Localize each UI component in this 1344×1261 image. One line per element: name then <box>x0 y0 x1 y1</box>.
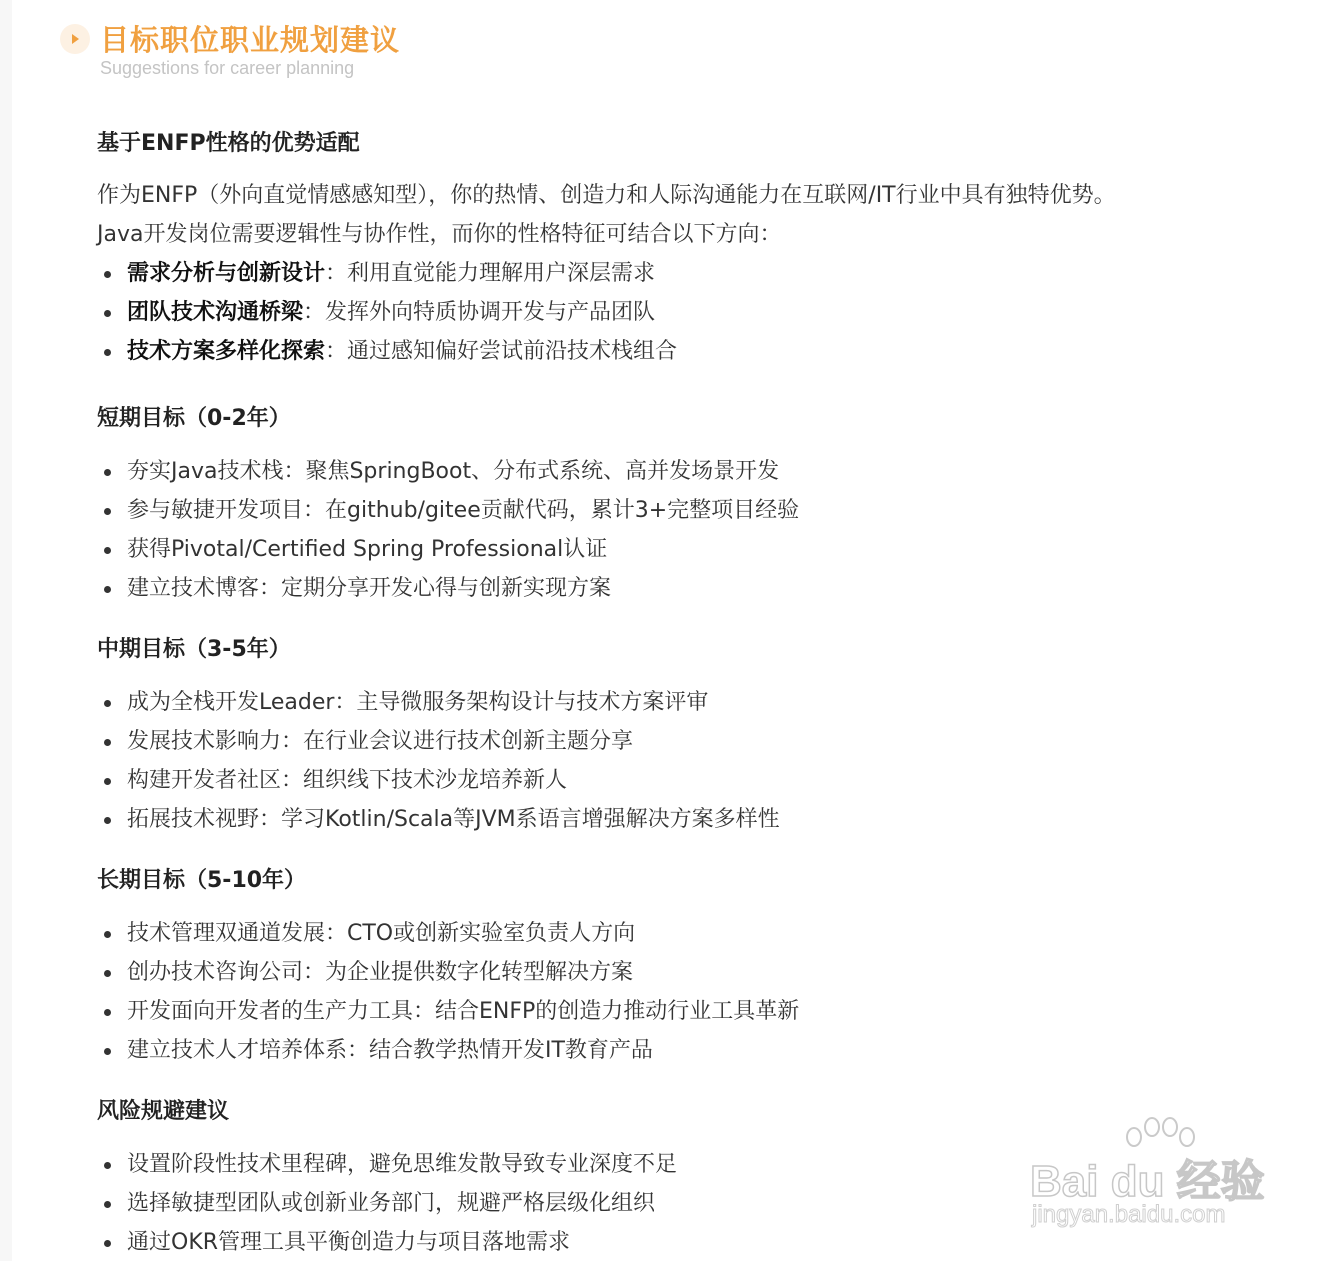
baidu-jingyan-watermark <box>1030 1115 1290 1235</box>
play-arrow-icon <box>60 24 90 54</box>
list-item: 参与敏捷开发项目：在github/gitee贡献代码，累计3+完整项目经验 <box>97 491 1297 530</box>
list-item: 建立技术博客：定期分享开发心得与创新实现方案 <box>97 569 1297 608</box>
strengths-list <box>97 254 1297 371</box>
list-item: 开发面向开发者的生产力工具：结合ENFP的创造力推动行业工具革新 <box>97 992 1297 1031</box>
list-item: 选择敏捷型团队或创新业务部门，规避严格层级化组织 <box>97 1184 1297 1223</box>
article-content <box>97 126 1297 1261</box>
list-item: 技术管理双通道发展：CTO或创新实验室负责人方向 <box>97 914 1297 953</box>
list-item: 创办技术咨询公司：为企业提供数字化转型解决方案 <box>97 953 1297 992</box>
list-item: 夯实Java技术栈：聚焦SpringBoot、分布式系统、高并发场景开发 <box>97 452 1297 491</box>
list-item-text: ：利用直觉能力理解用户深层需求 <box>325 261 656 286</box>
section-title-long-term: 长期目标（5-10年） <box>97 868 307 893</box>
list-item-strong: 团队技术沟通桥梁 <box>127 300 304 325</box>
list-item-strong: 技术方案多样化探索 <box>127 339 326 364</box>
short-term-list <box>97 452 1297 608</box>
section-title-strengths: 基于ENFP性格的优势适配 <box>97 131 360 156</box>
watermark-url: jingyan.baidu.com <box>1032 1201 1226 1228</box>
list-item: 成为全栈开发Leader：主导微服务架构设计与技术方案评审 <box>97 683 1297 722</box>
list-item: 拓展技术视野：学习Kotlin/Scala等JVM系语言增强解决方案多样性 <box>97 800 1297 839</box>
list-item: 建立技术人才培养体系：结合教学热情开发IT教育产品 <box>97 1031 1297 1070</box>
page-title: 目标职位职业规划建议 <box>100 23 401 57</box>
left-rail <box>0 0 12 1261</box>
list-item: 构建开发者社区：组织线下技术沙龙培养新人 <box>97 761 1297 800</box>
section-title-risk: 风险规避建议 <box>97 1099 230 1124</box>
intro-paragraph <box>97 176 1297 254</box>
list-item <box>97 332 1297 371</box>
list-item-strong: 需求分析与创新设计 <box>127 261 326 286</box>
list-item <box>97 254 1297 293</box>
list-item: 设置阶段性技术里程碑，避免思维发散导致专业深度不足 <box>97 1145 1297 1184</box>
list-item-text: ：通过感知偏好尝试前沿技术栈组合 <box>325 339 678 364</box>
page-subtitle: Suggestions for career planning <box>100 58 355 78</box>
paragraph-line: Java开发岗位需要逻辑性与协作性，而你的性格特征可结合以下方向： <box>97 222 782 247</box>
section-title-mid-term: 中期目标（3-5年） <box>97 637 291 662</box>
paragraph-line: 作为ENFP（外向直觉情感感知型），你的热情、创造力和人际沟通能力在互联网/IT行业中具有独特优势。 <box>97 183 1116 208</box>
long-term-list <box>97 914 1297 1070</box>
list-item-text: ：发挥外向特质协调开发与产品团队 <box>303 300 656 325</box>
list-item: 通过OKR管理工具平衡创造力与项目落地需求 <box>97 1223 1297 1261</box>
section-title-short-term: 短期目标（0-2年） <box>97 406 291 431</box>
watermark-brand: Bai du 经验 <box>1030 1157 1265 1206</box>
list-item: 发展技术影响力：在行业会议进行技术创新主题分享 <box>97 722 1297 761</box>
mid-term-list <box>97 683 1297 839</box>
list-item <box>97 293 1297 332</box>
list-item: 获得Pivotal/Certified Spring Professional认证 <box>97 530 1297 569</box>
